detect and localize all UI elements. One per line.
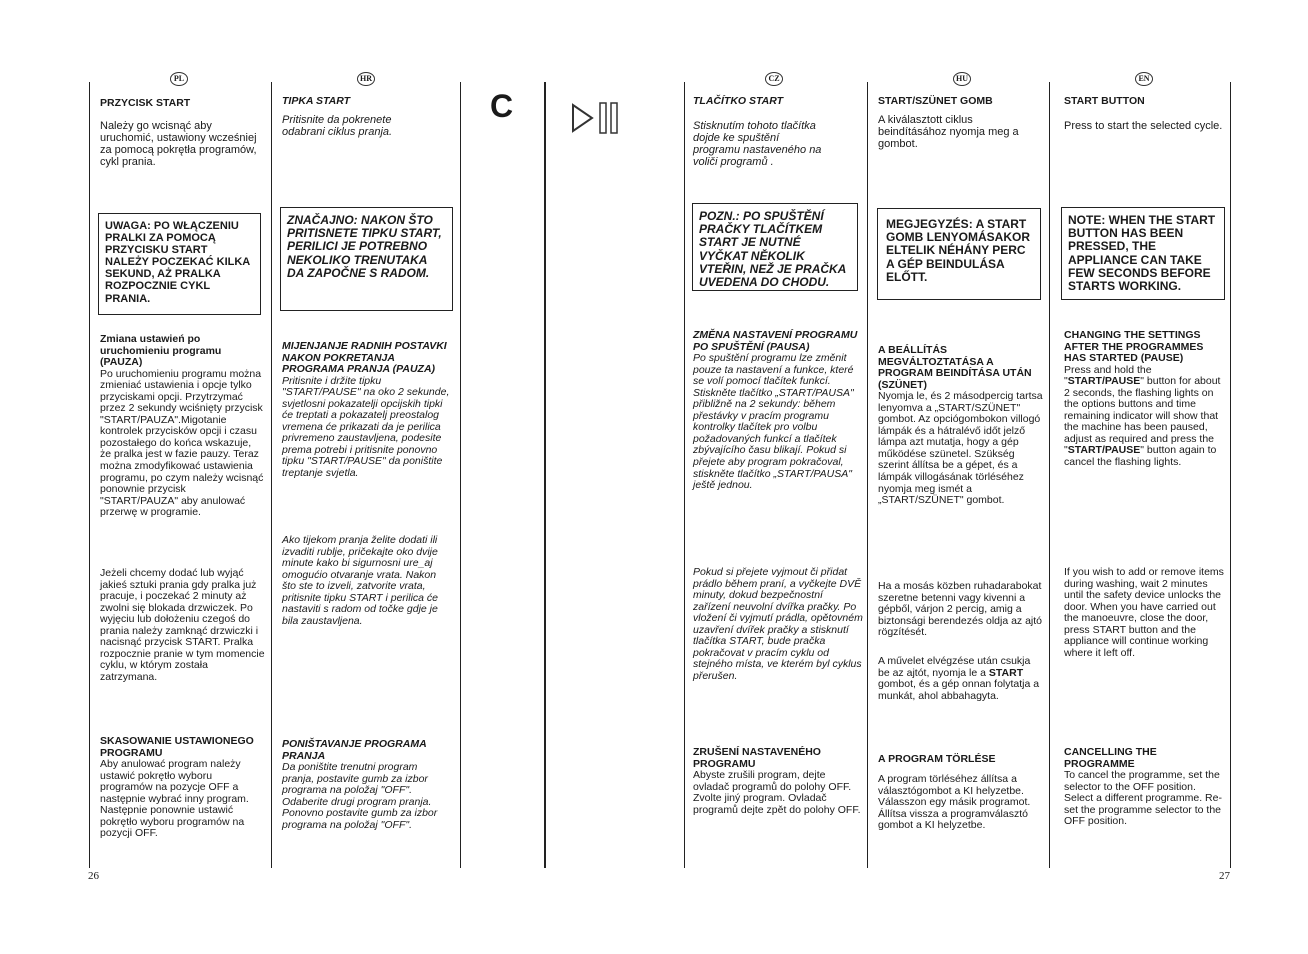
en-cancel-text: To cancel the programme, set the selector to the OFF position. Select a different programme. Re-set the programme selector to the OFF position. [1064,769,1222,828]
en-cancel-section [1064,747,1224,828]
column-divider [1230,82,1231,868]
hr-cancel-section [282,739,452,831]
cz-door-text: Pokud si přejete vyjmout či přidat prádlo během praní, a vyčkejte DVĚ minuty, dokud bezpečnostní zařízení neuvolní dvířka pračky. Po vložení či vyjmutí prádla, opětovném uzavření dvířek pračky a stisknutí tlačítka START, bude pračka pokračovat v pracím cyklu od stejného místa, ve kterém byl cyklus přerušen. [693,566,863,682]
column-divider [1049,82,1050,868]
hr-title: TIPKA START [282,95,351,107]
hu-door-text-2: A művelet elvégzése után csukja be az ajtót, nyomja le a START gombot, és a gép onnan folytatja a munkát, ahol abbahagyta. [878,655,1040,702]
hu-change-section [878,345,1043,507]
cz-warning-box: POZN.: PO SPUŠTĚNÍ PRAČKY TLAČÍTKEM START JE NUTNÉ VYČKAT NĚKOLIK VTEŘIN, NEŽ JE PRAČKA UVEDENA DO CHODU. [692,203,858,291]
symbol-c: C [490,88,514,124]
hu-door-text: Ha a mosás közben ruhadarabokat szeretne betenni vagy kivenni a gépből, várjon 2 percig, amig a biztonsági berendezés oldja az ajtó rögzítését. [878,580,1043,639]
cz-cancel-title: ZRUŠENÍ NASTAVENÉHO PROGRAMU [693,746,821,770]
hr-change-text: Pritisnite i držite tipku "START/PAUSE" na oko 2 sekunde, svjetlosni pokazatelji opcijskih tipki će treptati a pokazatelj preostalog vremena će prikazati da je perilica privremeno zaustavljena, podesite prema potrebi i pritisnite ponovno tipku "START/PAUSE" da poništite treptanje svjetla. [282,374,450,480]
en-title: START BUTTON [1064,95,1145,107]
en-change-section: CHANGING THE SETTINGS AFTER THE PROGRAMMES HAS STARTED (PAUSE) Press and hold the "START/PAUSE" button for about 2 seconds, the flashing lights on the options buttons and time remaining indicator will show that the machine has been paused, adjust as required and press the "START/PAUSE" button again to cancel the flashing lights. [1064,330,1224,469]
pl-cancel-title: SKASOWANIE USTAWIONEGO PROGRAMU [100,735,254,759]
en-intro: Press to start the selected cycle. [1064,120,1223,132]
hu-cancel-text: A program törléséhez állítsa a választógombot a KI helyzetbe. Válasszon egy másik programot. Állítsa vissza a programválasztó gombot a KI helyzetbe. [878,773,1031,832]
cz-change-section [693,330,863,492]
pl-intro: Należy go wcisnąć aby uruchomić, ustawiony wcześniej za pomocą pokrętła programów, cykl prania. [100,120,257,169]
en-cancel-title: CANCELLING THE PROGRAMME [1064,746,1157,770]
en-door-text: If you wish to add or remove items during washing, wait 2 minutes until the safety device unlocks the door. When you have carried out the manoeuvre, close the door, press START button and the appliance will continue working where it left off. [1064,566,1224,659]
hr-intro: Pritisnite da pokrenete odabrani ciklus pranja. [282,114,393,139]
pl-cancel-section [100,736,265,840]
hr-cancel-text: Da poništite trenutni program pranja, postavite gumb za izbor programa na položaj "OFF". Odaberite drugi program pranja. Ponovno postavite gumb za izbor programa na položaj "OFF". [282,761,438,831]
column-divider [89,82,90,868]
cz-cancel-section [693,747,863,816]
hu-title: START/SZÜNET GOMB [878,95,993,107]
cz-change-text: Po spuštění programu lze změnit pouze ta nastavení a funkce, které se volí pomocí tlačítek funkcí. Stiskněte tlačítko „START/PAUSA" přibližně na 2 sekundy: během přestávky v pracím programu kontrolky tlačítek pro volbu požadovaných funkcí a tlačítek zbývajícího času blikají. Pokud si přejete aby program pokračoval, stiskněte tlačítko „START/PAUSA" ještě jednou. [693,352,854,492]
cz-change-title: ZMĚNA NASTAVENÍ PROGRAMU PO SPUŠTĚNÍ (PAUSA) [693,329,858,353]
cz-title: TLAČÍTKO START [693,95,784,107]
column-divider [544,82,546,868]
pl-change-text: Po uruchomieniu programu można zmieniać ustawienia i opcje tylko przyciskami opcji. Przytrzymać przez 2 sekundy wciśnięty przycisk "START/PAUZA".Migotanie kontrolek przycisków opcji i czasu pozostałego do końca wskazuje, że pralka jest w fazie pauzy. Teraz można zmodyfikować ustawienia programu, po czym należy wcisnąć ponownie przycisk "START/PAUZA" aby anulować przerwę w programie. [100,367,264,519]
hu-change-title: A BEÁLLÍTÁS MEGVÁLTOZTATÁSA A PROGRAM BEINDÍTÁSA UTÁN (SZÜNET) [878,344,1032,391]
hu-warning-box: MEGJEGYZÉS: A START GOMB LENYOMÁSAKOR ELTELIK NÉHÁNY PERC A GÉP BEINDULÁSA ELŐTT. [877,208,1041,300]
pl-warning-box: UWAGA: PO WŁĄCZENIU PRALKI ZA POMOCĄ PRZYCISKU START NALEŻY POCZEKAĆ KILKA SEKUND, AŻ PRALKA ROZPOCZNIE CYKL PRANIA. [98,213,261,315]
pl-change-section [100,334,265,519]
language-badge-en: EN [1135,72,1153,86]
hr-change-title: MIJENJANJE RADNIH POSTAVKI NAKON POKRETANJA PROGRAMA PRANJA (PAUZA) [282,340,447,376]
hr-door-text: Ako tijekom pranja želite dodati ili izvaditi rublje, pričekajte oko dvije minute kako bi sigurnosni ure_aj omogućio otvaranje vrata. Nakon što ste to izveli, zatvorite vrata, pritisnite tipku START i perilica će nastaviti s radom od točke gdje je bila zaustavljena. [282,534,438,627]
pl-cancel-text: Aby anulować program należy ustawić pokrętło wyboru programów na pozycje OFF a następnie wybrać inny program. Następnie ponownie ustawić pokrętło wyboru programów na pozycji OFF. [100,758,249,840]
start-pause-icon [568,100,624,136]
page-number-left: 26 [88,870,99,882]
hu-change-text: Nyomja le, és 2 másodpercig tartsa lenyomva a „START/SZÜNET" gombot. Az opciógombokon villogó lámpák és a hátralévő időt jelző lámpa azt mutatja, hogy a gép működése szünetel. Szükség szerint állítsa be a gépet, és a lámpák villogásának törléséhez nyomja meg ismét a „START/SZÜNET" gombot. [878,390,1043,507]
language-badge-hr: HR [357,72,375,86]
hu-cancel-title: A PROGRAM TÖRLÉSE [878,753,996,765]
cz-intro: Stisknutím tohoto tlačítka dojde ke spuštění programu nastaveného na voliči programů . [693,120,822,169]
page-number-right: 27 [1219,870,1230,882]
hr-change-section [282,341,452,480]
column-divider [460,82,461,868]
cz-cancel-text: Abyste zrušili program, dejte ovladač programů do polohy OFF. Zvolte jiný program. Ovladač programů dejte zpět do polohy OFF. [693,769,861,816]
pl-title: PRZYCISK START [100,97,191,109]
pl-change-title: Zmiana ustawień po uruchomieniu programu (PAUZA) [100,333,222,369]
language-badge-hu: HU [953,72,971,86]
hr-cancel-title: PONIŠTAVANJE PROGRAMA PRANJA [282,738,427,762]
en-warning-box: NOTE: WHEN THE START BUTTON HAS BEEN PRESSED, THE APPLIANCE CAN TAKE FEW SECONDS BEFORE STARTS WORKING. [1061,207,1225,300]
hu-intro: A kiválasztott ciklus beindításához nyomja meg a gombot. [878,114,1019,151]
column-divider [684,82,685,868]
language-badge-cz: CZ [765,72,783,86]
column-divider [271,82,272,868]
column-divider [867,82,868,868]
en-change-title: CHANGING THE SETTINGS AFTER THE PROGRAMMES HAS STARTED (PAUSE) [1064,329,1204,365]
pl-door-text: Jeżeli chcemy dodać lub wyjąć jakieś sztuki prania gdy pralka już pracuje, i poczekać 2 minuty aż zwolni się blokada drzwiczek. Po wyjęciu lub dołożeniu czegoś do prania należy zamknąć drzwiczki i nacisnąć przycisk START. Pralka rozpocznie pranie w tym momencie cyklu, w którym została zatrzymana. [100,567,265,683]
language-badge-pl: PL [170,72,188,86]
hr-warning-box: ZNAČAJNO: NAKON ŠTO PRITISNETE TIPKU START, PERILICI JE POTREBNO NEKOLIKO TRENUTAKA DA ZAPOČNE S RADOM. [280,207,453,311]
